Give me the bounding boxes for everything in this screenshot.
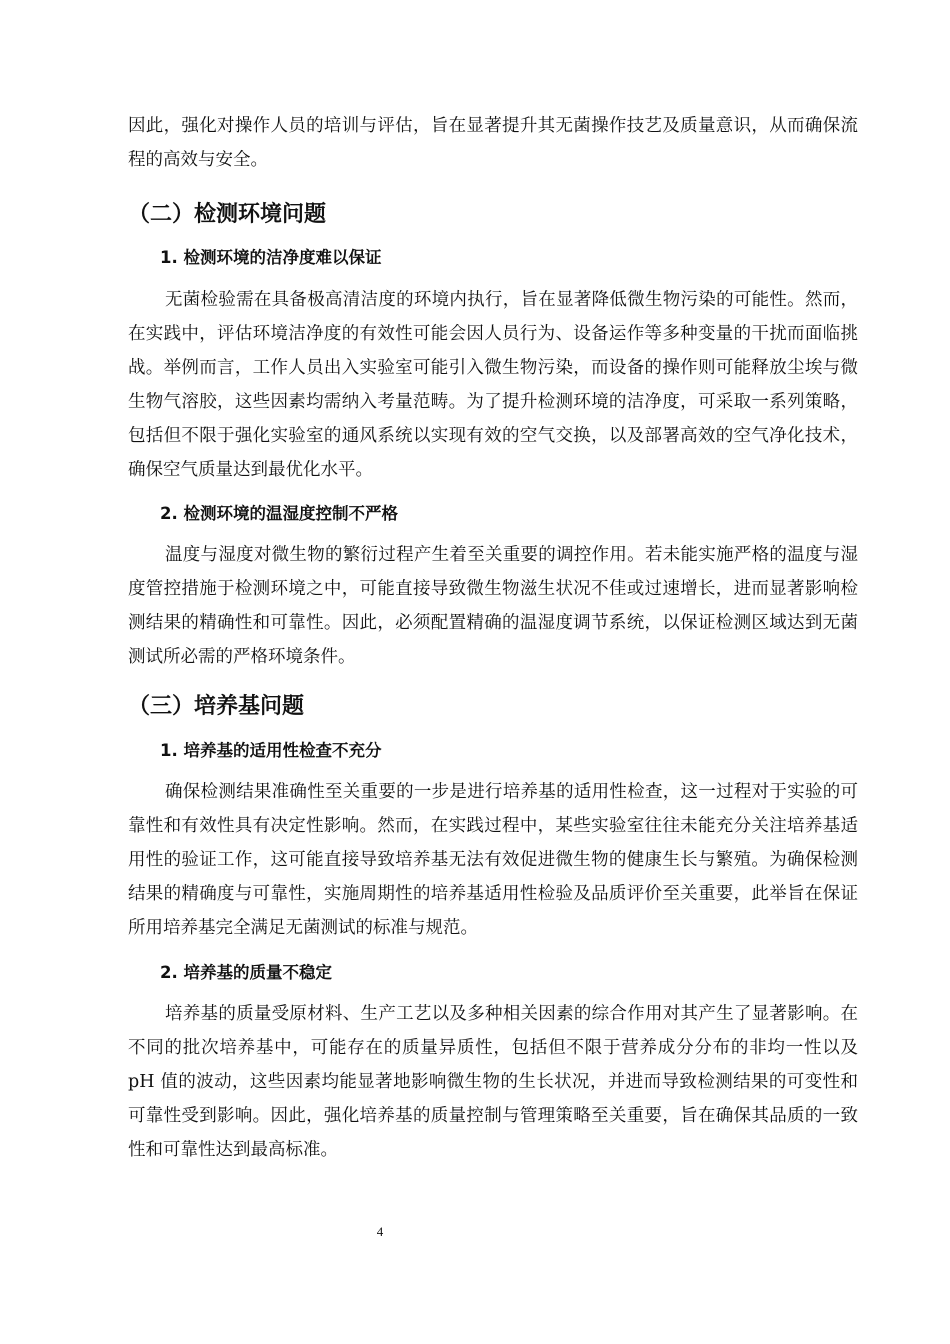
heading-section-3-1: 1. 培养基的适用性检查不充分	[160, 741, 382, 760]
heading-section-3: （三）培养基问题	[128, 694, 305, 719]
paragraph-medium-suitability: 确保检测结果准确性至关重要的一步是进行培养基的适用性检查，这一过程对于实验的可靠性和有效性具有决定性影响。然而，在实践过程中，某些实验室往往未能充分关注培养基适用性的验证工作，这可能直接导致培养基无法有效促进微生物的健康生长与繁殖。为确保检测结果的精确度与可靠性，实施周期性的培养基适用性检验及品质评价至关重要，此举旨在保证所用培养基完全满足无菌测试的标准与规范。	[128, 782, 858, 938]
paragraph-env-temp-humidity: 温度与湿度对微生物的繁衍过程产生着至关重要的调控作用。若未能实施严格的温度与湿度管控措施于检测环境之中，可能直接导致微生物滋生状况不佳或过速增长，进而显著影响检测结果的精确性和可靠性。因此，必须配置精确的温湿度调节系统，以保证检测区域达到无菌测试所必需的严格环境条件。	[128, 545, 858, 667]
paragraph-intro-tail: 因此，强化对操作人员的培训与评估，旨在显著提升其无菌操作技艺及质量意识，从而确保流程的高效与安全。	[128, 116, 858, 170]
heading-section-3-2: 2. 培养基的质量不稳定	[160, 963, 332, 982]
paragraph-medium-quality: 培养基的质量受原材料、生产工艺以及多种相关因素的综合作用对其产生了显著影响。在不同的批次培养基中，可能存在的质量异质性，包括但不限于营养成分分布的非均一性以及 pH 值的波动，这些因素均能显著地影响微生物的生长状况，并进而导致检测结果的可变性和可靠性受到影响。因此，强化培养基的质量控制与管理策略至关重要，旨在确保其品质的一致性和可靠性达到最高标准。	[128, 1004, 858, 1160]
heading-section-2-1: 1. 检测环境的洁净度难以保证	[160, 248, 382, 267]
heading-section-2: （二）检测环境问题	[128, 202, 327, 227]
page-number: 4	[376, 1224, 384, 1239]
paragraph-env-cleanliness: 无菌检验需在具备极高清洁度的环境内执行，旨在显著降低微生物污染的可能性。然而，在实践中，评估环境洁净度的有效性可能会因人员行为、设备运作等多种变量的干扰而面临挑战。举例而言，工作人员出入实验室可能引入微生物污染，而设备的操作则可能释放尘埃与微生物气溶胶，这些因素均需纳入考量范畴。为了提升检测环境的洁净度，可采取一系列策略，包括但不限于强化实验室的通风系统以实现有效的空气交换，以及部署高效的空气净化技术，确保空气质量达到最优化水平。	[128, 290, 858, 480]
heading-section-2-2: 2. 检测环境的温湿度控制不严格	[160, 504, 398, 523]
